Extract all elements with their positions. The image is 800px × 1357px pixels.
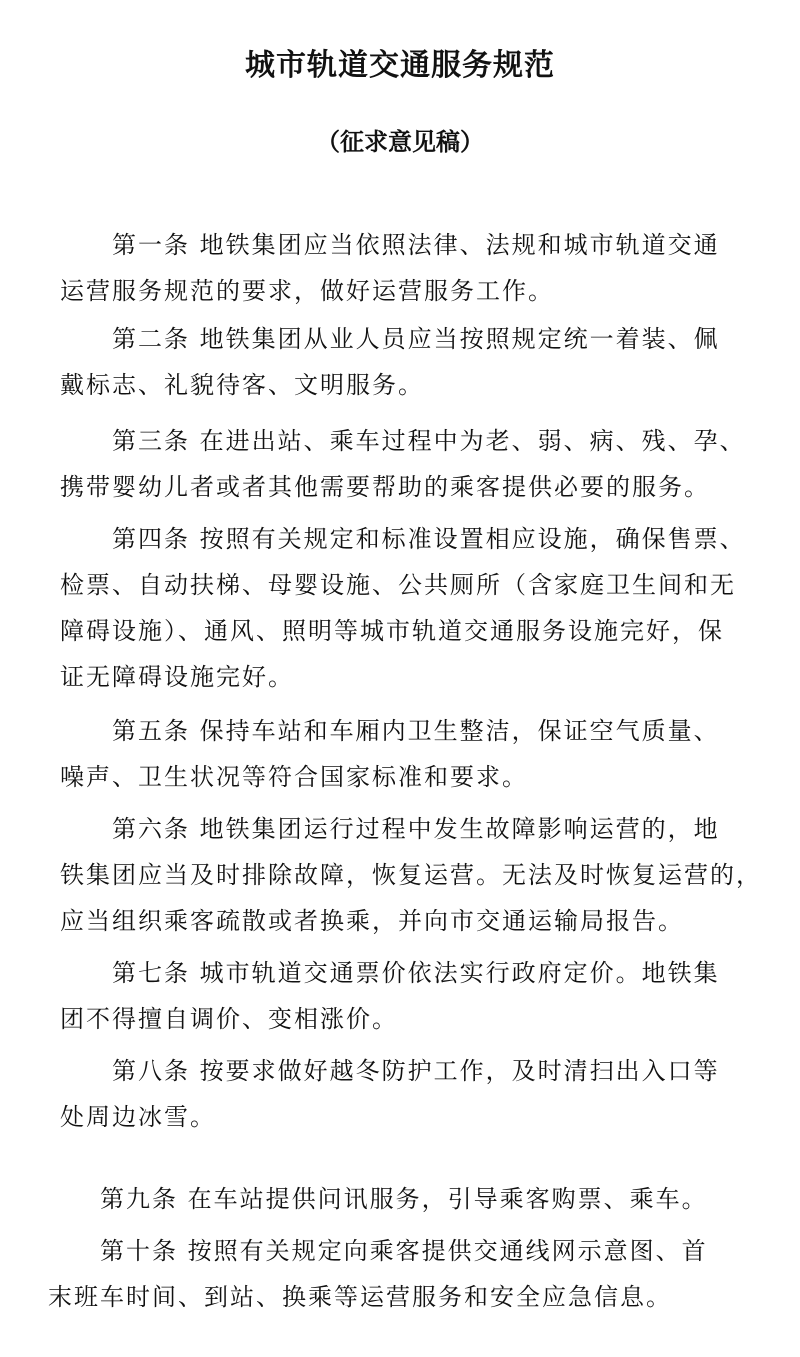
article-line: 铁集团应当及时排除故障，恢复运营。无法及时恢复运营的， [60,861,762,889]
document-subtitle: （征求意见稿） [316,128,484,156]
article-line: 携带婴幼儿者或者其他需要帮助的乘客提供必要的服务。 [60,473,710,501]
article-line: 处周边冰雪。 [60,1103,216,1131]
article-5 [60,708,740,800]
article-line: 第四条 按照有关规定和标准设置相应设施，确保售票、 [112,525,746,553]
article-4 [60,516,746,700]
article-line: 第八条 按要求做好越冬防护工作，及时清扫出入口等 [112,1057,720,1085]
article-8 [60,1048,740,1140]
article-7 [60,950,740,1042]
article-line: 噪声、卫生状况等符合国家标准和要求。 [60,763,528,791]
article-3 [60,418,746,510]
article-line: 第五条 保持车站和车厢内卫生整洁，保证空气质量、 [112,717,720,745]
article-6 [60,806,762,944]
article-line: 第二条 地铁集团从业人员应当按照规定统一着装、佩 [112,325,720,353]
article-10 [48,1228,752,1320]
article-line: 第一条 地铁集团应当依照法律、法规和城市轨道交通 [112,231,720,259]
article-line: 检票、自动扶梯、母婴设施、公共厕所（含家庭卫生间和无 [60,571,736,599]
article-line: 运营服务规范的要求，做好运营服务工作。 [60,277,554,305]
article-line: 第九条 在车站提供问讯服务，引导乘客购票、乘车。 [100,1185,708,1213]
article-line: 障碍设施）、通风、照明等城市轨道交通服务设施完好，保 [60,617,724,645]
document-title: 城市轨道交通服务规范 [245,48,555,83]
article-line: 第六条 地铁集团运行过程中发生故障影响运营的，地 [112,815,720,843]
article-line: 戴标志、礼貌待客、文明服务。 [60,371,424,399]
article-line: 应当组织乘客疏散或者换乘，并向市交通运输局报告。 [60,907,684,935]
article-line: 第七条 城市轨道交通票价依法实行政府定价。地铁集 [112,959,720,987]
article-line: 团不得擅自调价、变相涨价。 [60,1005,398,1033]
article-line: 第三条 在进出站、乘车过程中为老、弱、病、残、孕、 [112,427,746,455]
article-2 [60,316,740,408]
article-9 [48,1176,752,1222]
article-line: 证无障碍设施完好。 [60,663,294,691]
article-line: 末班车时间、到站、换乘等运营服务和安全应急信息。 [48,1283,672,1311]
article-1 [60,222,740,314]
article-line: 第十条 按照有关规定向乘客提供交通线网示意图、首 [100,1237,708,1265]
